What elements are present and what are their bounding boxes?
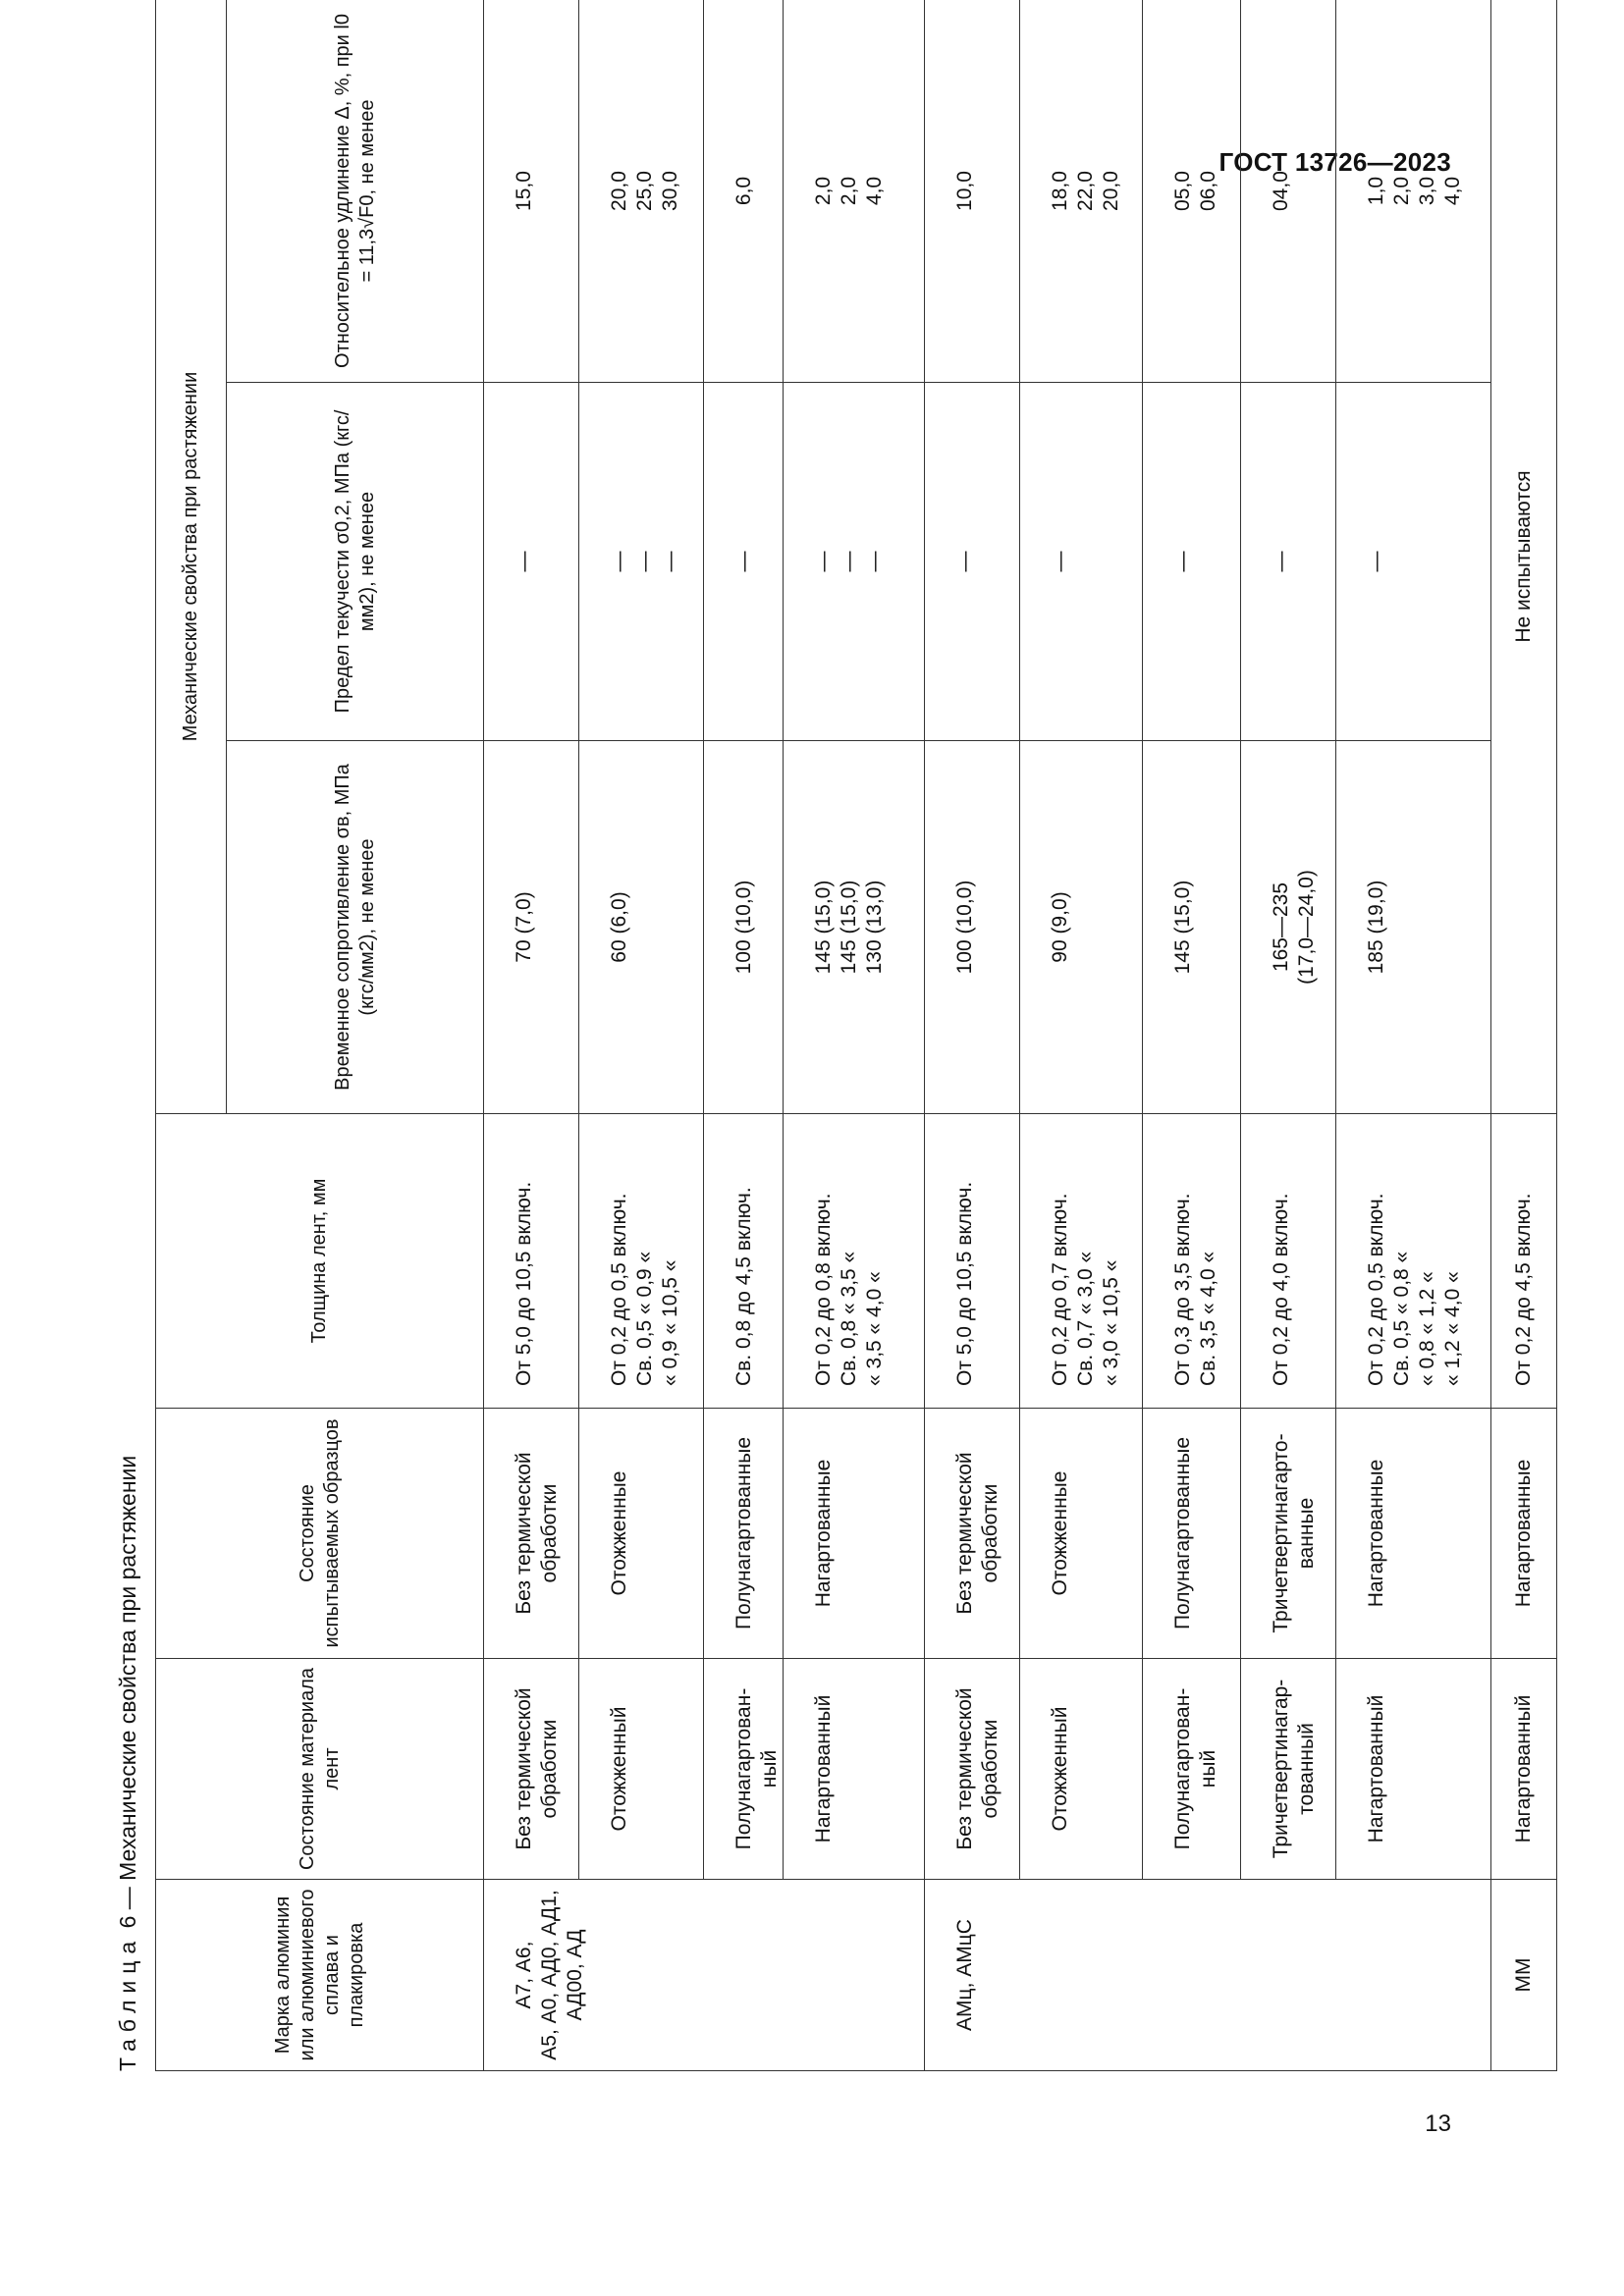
tensile-cell: 145 (15,0): [1143, 741, 1241, 1114]
table-row: [579, 0, 704, 2071]
table-row: [1020, 0, 1143, 2071]
header-yield-strength: Предел текучести σ0,2, МПа (кгс/мм2), не менее: [227, 383, 484, 741]
yield-cell: — — —: [784, 383, 925, 741]
table-row: [704, 0, 784, 2071]
rotated-table-block: [108, 0, 1535, 2071]
material-state-cell: Нагартованный: [784, 1659, 925, 1880]
sample-state-cell: Нагартованные: [1491, 1409, 1557, 1659]
yield-cell: —: [925, 383, 1020, 741]
header-material-state: Состояние материала лент: [156, 1659, 484, 1880]
yield-cell: —: [1336, 383, 1491, 741]
not-tested-cell: Не испытываются: [1491, 0, 1557, 1114]
sample-state-cell: Нагартованные: [1336, 1409, 1491, 1659]
yield-cell: —: [1143, 383, 1241, 741]
header-mechanical-properties: Механические свойства при растяжении: [156, 0, 227, 1114]
caption-number: 6: [115, 1915, 140, 1929]
thickness-cell: От 0,2 до 0,7 включ. Св. 0,7 « 3,0 « « 3,0 « 10,5 «: [1020, 1114, 1143, 1409]
sample-state-cell: Отожженные: [579, 1409, 704, 1659]
thickness-cell: От 0,2 до 0,5 включ. Св. 0,5 « 0,8 « « 0,8 « 1,2 « « 1,2 « 4,0 «: [1336, 1114, 1491, 1409]
sample-state-cell: Без термической обработки: [925, 1409, 1020, 1659]
yield-cell: —: [484, 383, 579, 741]
header-sample-state: Состояние испытываемых образцов: [156, 1409, 484, 1659]
thickness-cell: От 0,2 до 4,5 включ.: [1491, 1114, 1557, 1409]
material-state-cell: Отожженный: [1020, 1659, 1143, 1880]
tensile-cell: 100 (10,0): [925, 741, 1020, 1114]
elongation-cell: 15,0: [484, 0, 579, 383]
thickness-cell: Св. 0,8 до 4,5 включ.: [704, 1114, 784, 1409]
yield-cell: —: [704, 383, 784, 741]
tensile-cell: 90 (9,0): [1020, 741, 1143, 1114]
tensile-cell: 60 (6,0): [579, 741, 704, 1114]
thickness-cell: От 0,2 до 0,8 включ. Св. 0,8 « 3,5 « « 3,5 « 4,0 «: [784, 1114, 925, 1409]
caption-label: Таблица: [115, 1934, 140, 2071]
elongation-cell: 1,0 2,0 3,0 4,0: [1336, 0, 1491, 383]
elongation-cell: 20,0 25,0 30,0: [579, 0, 704, 383]
yield-cell: —: [1020, 383, 1143, 741]
table-row: [1491, 0, 1557, 2071]
elongation-cell: 04,0: [1241, 0, 1336, 383]
table-caption: [108, 0, 157, 2071]
thickness-cell: От 5,0 до 10,5 включ.: [484, 1114, 579, 1409]
table-row: [1336, 0, 1491, 2071]
table-row: [784, 0, 925, 2071]
elongation-cell: 10,0: [925, 0, 1020, 383]
tensile-cell: 165—235 (17,0—24,0): [1241, 741, 1336, 1114]
material-state-cell: Отожженный: [579, 1659, 704, 1880]
material-state-cell: Полунагартован- ный: [1143, 1659, 1241, 1880]
table-row: [925, 0, 1020, 2071]
tensile-cell: 70 (7,0): [484, 741, 579, 1114]
elongation-cell: 05,0 06,0: [1143, 0, 1241, 383]
caption-title: — Механические свойства при растяжении: [115, 1455, 140, 1910]
material-state-cell: Без термической обработки: [925, 1659, 1020, 1880]
document-code: ГОСТ 13726—2023: [1218, 147, 1451, 177]
table-row: [1241, 0, 1336, 2071]
sample-state-cell: Полунагартованные: [1143, 1409, 1241, 1659]
tensile-cell: 145 (15,0) 145 (15,0) 130 (13,0): [784, 741, 925, 1114]
mechanical-properties-table: [155, 0, 1557, 2071]
table-row: [1143, 0, 1241, 2071]
elongation-cell: 6,0: [704, 0, 784, 383]
sample-state-cell: Тричетвертинагарто- ванные: [1241, 1409, 1336, 1659]
table-body: [484, 0, 1557, 2071]
header-grade: Марка алюминия или алюминиевого сплава и плакировка: [156, 1880, 484, 2071]
sample-state-cell: Нагартованные: [784, 1409, 925, 1659]
grade-cell: ММ: [1491, 1880, 1557, 2071]
material-state-cell: Нагартованный: [1491, 1659, 1557, 1880]
page-number: 13: [1425, 2110, 1451, 2137]
sample-state-cell: Без термической обработки: [484, 1409, 579, 1659]
grade-cell: АМц, АМцС: [925, 1880, 1491, 2071]
material-state-cell: Тричетвертинагар- тованный: [1241, 1659, 1336, 1880]
header-thickness: Толщина лент, мм: [156, 1114, 484, 1409]
table-row: [484, 0, 579, 2071]
material-state-cell: Полунагартован- ный: [704, 1659, 784, 1880]
sample-state-cell: Полунагартованные: [704, 1409, 784, 1659]
material-state-cell: Нагартованный: [1336, 1659, 1491, 1880]
header-tensile-strength: Временное сопротивление σв, МПа (кгс/мм2), не менее: [227, 741, 484, 1114]
sample-state-cell: Отожженные: [1020, 1409, 1143, 1659]
material-state-cell: Без термической обработки: [484, 1659, 579, 1880]
elongation-cell: 2,0 2,0 4,0: [784, 0, 925, 383]
yield-cell: —: [1241, 383, 1336, 741]
tensile-cell: 185 (19,0): [1336, 741, 1491, 1114]
elongation-cell: 18,0 22,0 20,0: [1020, 0, 1143, 383]
yield-cell: — — —: [579, 383, 704, 741]
grade-cell: А7, А6, А5, А0, АД0, АД1, АД00, АД: [484, 1880, 925, 2071]
tensile-cell: 100 (10,0): [704, 741, 784, 1114]
thickness-cell: От 0,2 до 0,5 включ. Св. 0,5 « 0,9 « « 0,9 « 10,5 «: [579, 1114, 704, 1409]
thickness-cell: От 0,2 до 4,0 включ.: [1241, 1114, 1336, 1409]
thickness-cell: От 0,3 до 3,5 включ. Св. 3,5 « 4,0 «: [1143, 1114, 1241, 1409]
thickness-cell: От 5,0 до 10,5 включ.: [925, 1114, 1020, 1409]
header-elongation: Относительное удлинение Δ, %, при l0 = 11,3√F0, не менее: [227, 0, 484, 383]
